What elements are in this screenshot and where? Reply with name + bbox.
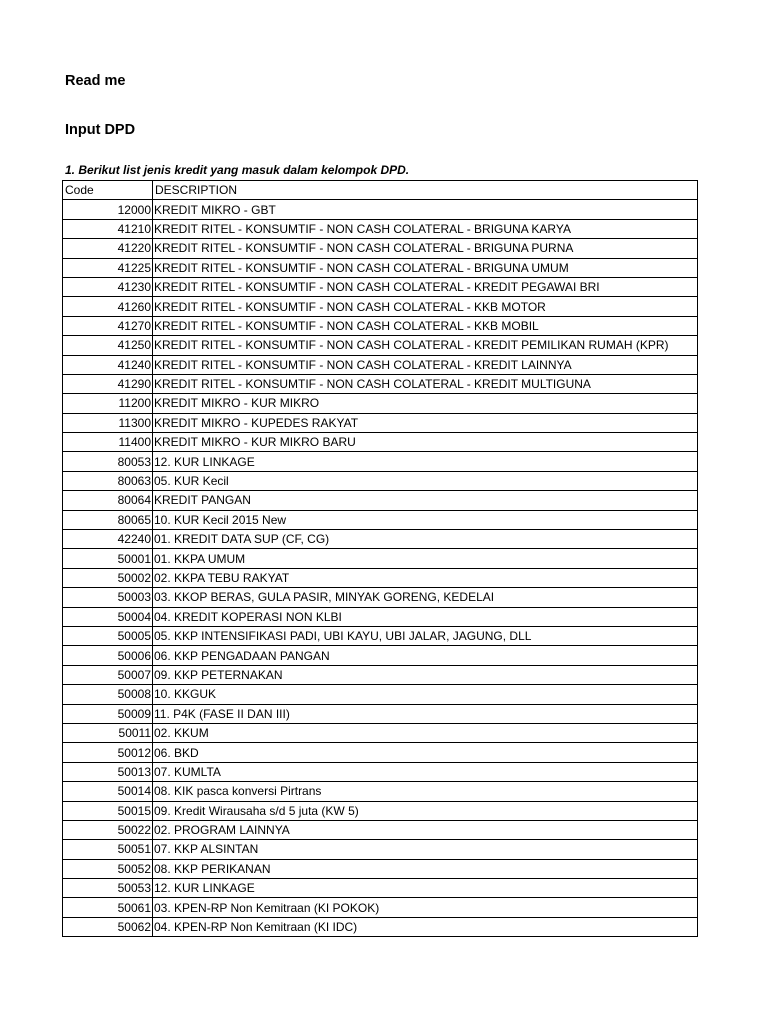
description-cell: 07. KUMLTA [153,762,698,781]
code-cell: 11200 [63,394,153,413]
code-cell: 50061 [63,898,153,917]
table-row [63,646,698,665]
table-row [63,685,698,704]
code-cell: 80064 [63,491,153,510]
code-cell: 41210 [63,219,153,238]
code-cell: 50053 [63,879,153,898]
code-cell: 50022 [63,820,153,839]
table-row [63,762,698,781]
description-cell: 09. KKP PETERNAKAN [153,665,698,684]
code-cell: 41240 [63,355,153,374]
description-cell: 05. KUR Kecil [153,471,698,490]
description-cell: 08. KKP PERIKANAN [153,859,698,878]
description-cell: KREDIT RITEL - KONSUMTIF - NON CASH COLATERAL - BRIGUNA UMUM [153,258,698,277]
description-cell: 10. KKGUK [153,685,698,704]
table-row [63,413,698,432]
code-cell: 41290 [63,374,153,393]
description-cell: KREDIT MIKRO - KUR MIKRO [153,394,698,413]
code-cell: 50052 [63,859,153,878]
code-cell: 50013 [63,762,153,781]
description-cell: 12. KUR LINKAGE [153,452,698,471]
table-row [63,277,698,296]
code-cell: 12000 [63,200,153,219]
table-row [63,239,698,258]
code-cell: 80063 [63,471,153,490]
code-cell: 50006 [63,646,153,665]
input-dpd-heading: Input DPD [65,122,136,138]
table-row [63,316,698,335]
code-cell: 42240 [63,530,153,549]
code-cell: 41225 [63,258,153,277]
description-cell: 11. P4K (FASE II DAN III) [153,704,698,723]
description-cell: 10. KUR Kecil 2015 New [153,510,698,529]
table-row [63,665,698,684]
table-row [63,704,698,723]
code-cell: 11300 [63,413,153,432]
table-row [63,510,698,529]
table-row [63,859,698,878]
column-header-code: Code [63,181,153,200]
table-body [63,200,698,937]
table-row [63,588,698,607]
code-cell: 41220 [63,239,153,258]
description-cell: 06. BKD [153,743,698,762]
code-cell: 41270 [63,316,153,335]
code-cell: 50008 [63,685,153,704]
table-row [63,782,698,801]
table-row [63,433,698,452]
table-row [63,491,698,510]
code-cell: 50004 [63,607,153,626]
description-cell: 06. KKP PENGADAAN PANGAN [153,646,698,665]
table-row [63,549,698,568]
read-me-heading: Read me [65,73,126,89]
description-cell: 01. KREDIT DATA SUP (CF, CG) [153,530,698,549]
table-row [63,355,698,374]
credit-type-table [62,180,698,937]
table-row [63,879,698,898]
table-row [63,452,698,471]
table-row [63,723,698,742]
code-cell: 41260 [63,297,153,316]
description-cell: 03. KPEN-RP Non Kemitraan (KI POKOK) [153,898,698,917]
description-cell: KREDIT PANGAN [153,491,698,510]
code-cell: 41250 [63,336,153,355]
description-cell: KREDIT RITEL - KONSUMTIF - NON CASH COLATERAL - BRIGUNA PURNA [153,239,698,258]
description-cell: KREDIT MIKRO - KUR MIKRO BARU [153,433,698,452]
code-cell: 50007 [63,665,153,684]
code-cell: 50062 [63,917,153,936]
table-row [63,917,698,936]
table-header-row [63,181,698,200]
table-row [63,607,698,626]
code-cell: 50001 [63,549,153,568]
code-cell: 50009 [63,704,153,723]
table-row [63,336,698,355]
table-row [63,626,698,645]
description-cell: 02. PROGRAM LAINNYA [153,820,698,839]
description-cell: KREDIT RITEL - KONSUMTIF - NON CASH COLATERAL - KREDIT LAINNYA [153,355,698,374]
column-header-description: DESCRIPTION [153,181,698,200]
table-row [63,258,698,277]
description-cell: KREDIT RITEL - KONSUMTIF - NON CASH COLATERAL - KREDIT MULTIGUNA [153,374,698,393]
description-cell: KREDIT MIKRO - KUPEDES RAKYAT [153,413,698,432]
description-cell: 07. KKP ALSINTAN [153,840,698,859]
table-row [63,743,698,762]
table-row [63,200,698,219]
table-row [63,530,698,549]
code-cell: 50051 [63,840,153,859]
description-cell: 04. KREDIT KOPERASI NON KLBI [153,607,698,626]
table-row [63,820,698,839]
code-cell: 50002 [63,568,153,587]
description-cell: KREDIT RITEL - KONSUMTIF - NON CASH COLATERAL - KREDIT PEMILIKAN RUMAH (KPR) [153,336,698,355]
table-row [63,219,698,238]
intro-text: 1. Berikut list jenis kredit yang masuk dalam kelompok DPD. [65,163,410,177]
code-cell: 41230 [63,277,153,296]
description-cell: 03. KKOP BERAS, GULA PASIR, MINYAK GORENG, KEDELAI [153,588,698,607]
description-cell: 08. KIK pasca konversi Pirtrans [153,782,698,801]
description-cell: KREDIT RITEL - KONSUMTIF - NON CASH COLATERAL - KKB MOBIL [153,316,698,335]
description-cell: KREDIT RITEL - KONSUMTIF - NON CASH COLATERAL - KREDIT PEGAWAI BRI [153,277,698,296]
description-cell: 09. Kredit Wirausaha s/d 5 juta (KW 5) [153,801,698,820]
description-cell: 01. KKPA UMUM [153,549,698,568]
table-row [63,840,698,859]
code-cell: 50011 [63,723,153,742]
table-row [63,394,698,413]
code-cell: 50015 [63,801,153,820]
description-cell: 02. KKUM [153,723,698,742]
description-cell: 05. KKP INTENSIFIKASI PADI, UBI KAYU, UBI JALAR, JAGUNG, DLL [153,626,698,645]
description-cell: 12. KUR LINKAGE [153,879,698,898]
description-cell: KREDIT RITEL - KONSUMTIF - NON CASH COLATERAL - BRIGUNA KARYA [153,219,698,238]
code-cell: 11400 [63,433,153,452]
description-cell: KREDIT RITEL - KONSUMTIF - NON CASH COLATERAL - KKB MOTOR [153,297,698,316]
table-row [63,568,698,587]
table-row [63,471,698,490]
description-cell: 02. KKPA TEBU RAKYAT [153,568,698,587]
table-row [63,297,698,316]
code-cell: 50003 [63,588,153,607]
table-row [63,801,698,820]
code-cell: 50012 [63,743,153,762]
description-cell: KREDIT MIKRO - GBT [153,200,698,219]
code-cell: 50005 [63,626,153,645]
code-cell: 50014 [63,782,153,801]
code-cell: 80065 [63,510,153,529]
description-cell: 04. KPEN-RP Non Kemitraan (KI IDC) [153,917,698,936]
table-row [63,374,698,393]
code-cell: 80053 [63,452,153,471]
table-row [63,898,698,917]
